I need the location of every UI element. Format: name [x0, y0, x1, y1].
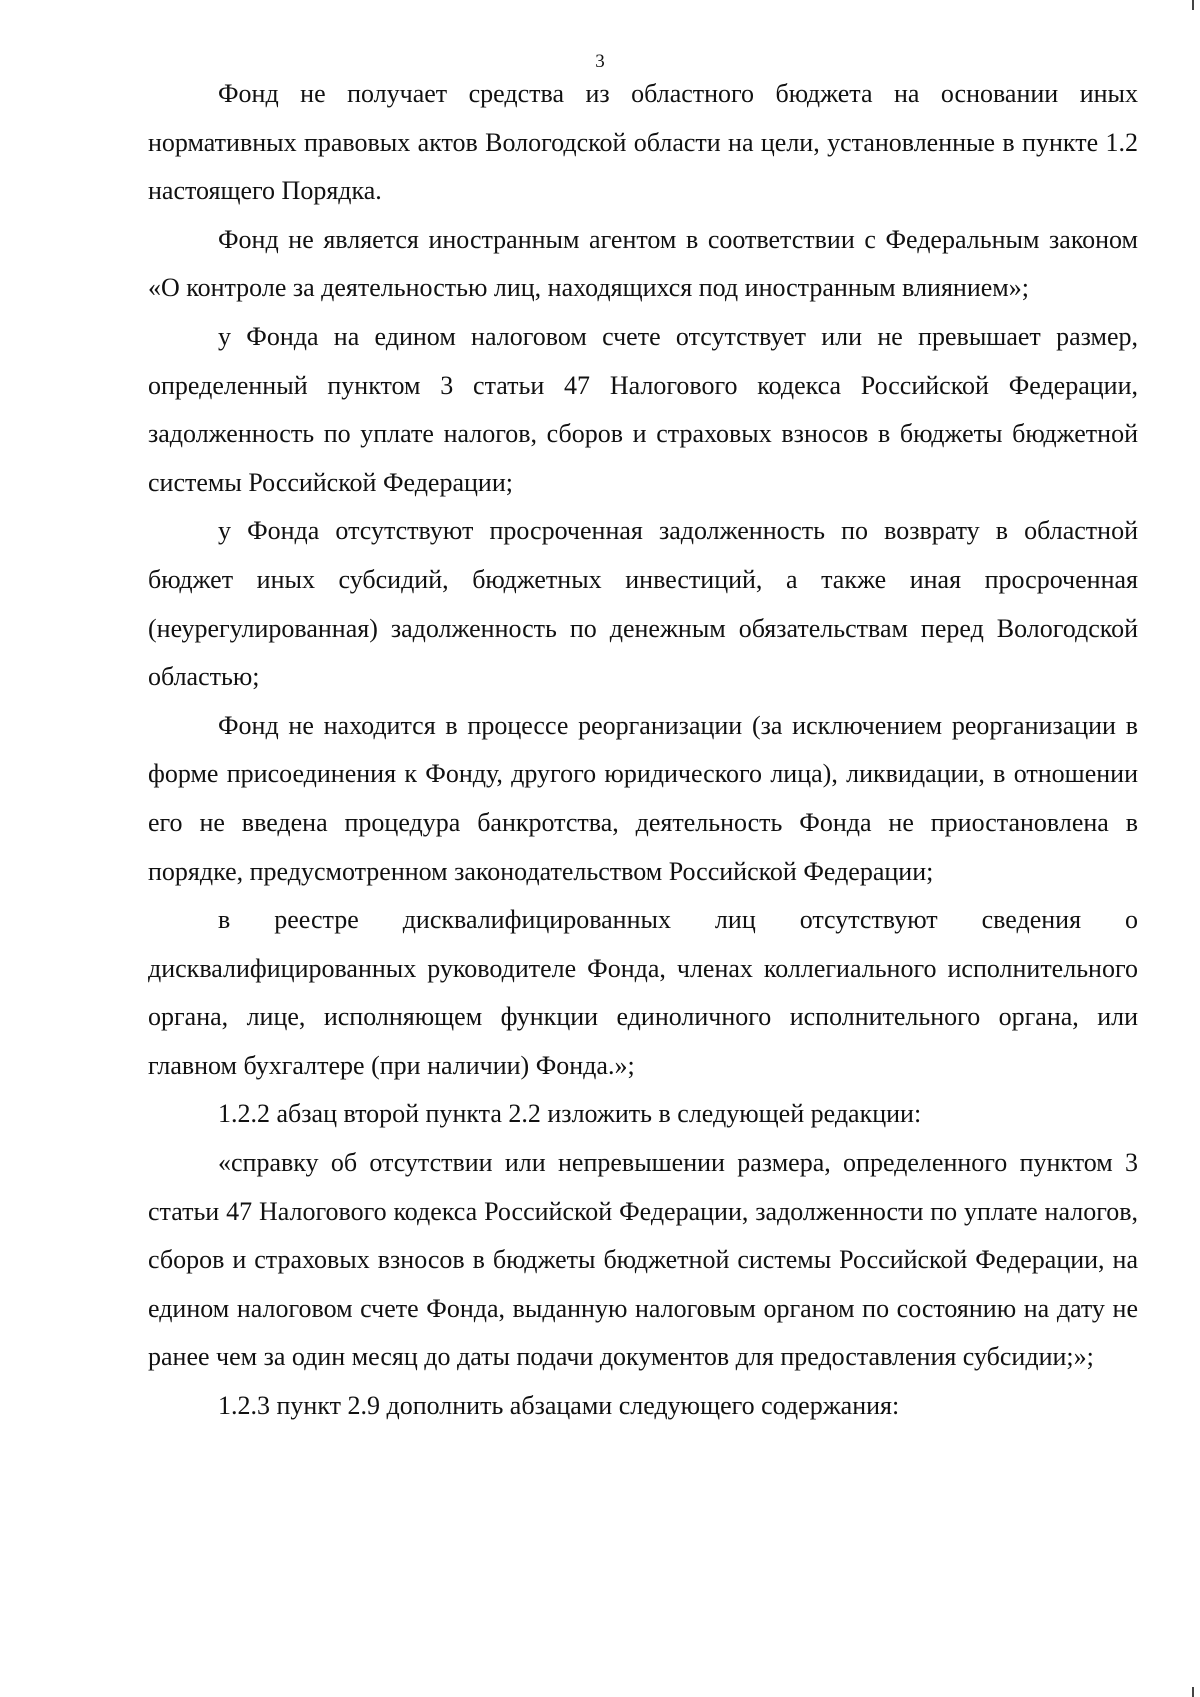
paragraph-amendment-1-2-3: 1.2.3 пункт 2.9 дополнить абзацами следующего содержания: [218, 1391, 900, 1421]
paragraph-tax-certificate: «справку об отсутствии или непревышении размера, определенного пунктом 3 статьи 47 Налогового кодекса Российской Федерации, задолженности по уплате налогов, сборов и страховых взносов в бюджеты бюджетной системы Российской Федерации, на едином налоговом счете Фонда, выданную налоговым органом по состоянию на дату не ранее чем за один месяц до даты подачи документов для предоставления субсидии;»; [148, 1148, 1138, 1372]
page-number: 3 [595, 51, 605, 72]
paragraph-tax-debt: у Фонда на едином налоговом счете отсутствует или не превышает размер, определенный пунктом 3 статьи 47 Налогового кодекса Российской Федерации, задолженность по уплате налогов, сборов и страховых взносов в бюджеты бюджетной системы Российской Федерации; [148, 321, 1138, 497]
paragraph-overdue-debt: у Фонда отсутствуют просроченная задолженность по возврату в областной бюджет иных субсидий, бюджетных инвестиций, а также иная просроченная (неурегулированная) задолженность по денежным обязательствам перед Вологодской областью; [148, 516, 1138, 692]
scan-edge-mark-bottom [1192, 1687, 1194, 1697]
scan-edge-mark [1192, 0, 1194, 10]
paragraph-not-foreign-agent: Фонд не является иностранным агентом в соответствии с Федеральным законом «О контроле за деятельностью лиц, находящихся под иностранным влиянием»; [148, 224, 1138, 303]
paragraph-fund-no-other-funding: Фонд не получает средства из областного бюджета на основании иных нормативных правовых актов Вологодской области на цели, установленные в пункте 1.2 настоящего Порядка. [148, 79, 1138, 206]
paragraph-reorganization: Фонд не находится в процессе реорганизации (за исключением реорганизации в форме присоединения к Фонду, другого юридического лица), ликвидации, в отношении его не введена процедура банкротства, деятельность Фонда не приостановлена в порядке, предусмотренном законодательством Российской Федерации; [148, 710, 1138, 886]
paragraph-amendment-1-2-2: 1.2.2 абзац второй пункта 2.2 изложить в следующей редакции: [218, 1099, 922, 1129]
paragraph-disqualified-persons: в реестре дисквалифицированных лиц отсутствуют сведения о дисквалифицированных руководителе Фонда, членах коллегиального исполнительного органа, лице, исполняющем функции единоличного исполнительного органа, или главном бухгалтере (при наличии) Фонда.»; [148, 905, 1138, 1080]
document-body [148, 70, 1138, 1431]
